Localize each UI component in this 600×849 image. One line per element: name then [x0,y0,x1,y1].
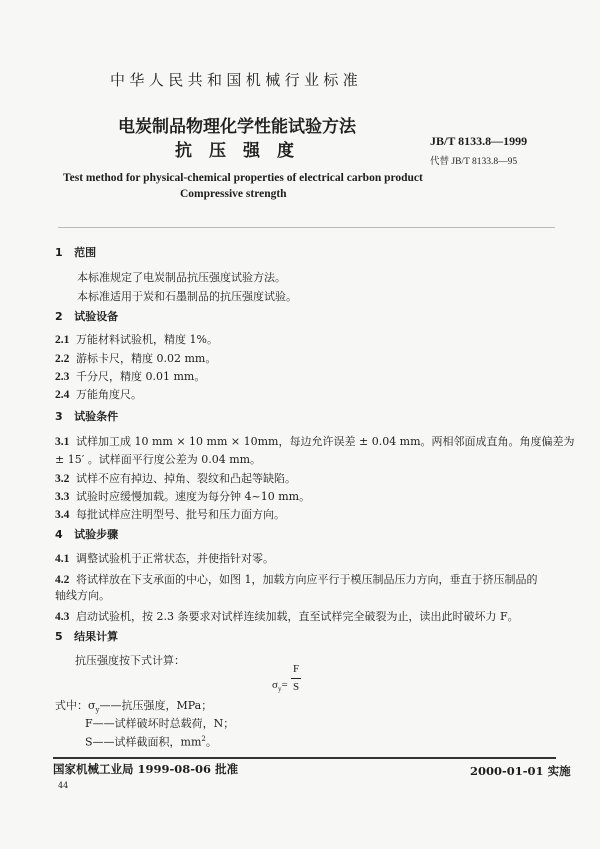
effective-line: 2000-01-01 实施 [470,764,571,778]
section-5-heading [55,631,118,642]
paragraph: 本标准适用于炭和石墨制品的抗压强度试验。 [77,290,297,303]
clause-number: 3.3 [55,491,70,503]
title-cn-2: 抗 压 强 度 [175,141,294,161]
clause-text: 调整试验机于正常状态，并使指针对零。 [76,552,274,565]
section-title: 试验条件 [74,410,119,423]
clause-continuation: ± 15′ 。试样面平行度公差为 0.04 mm。 [55,453,262,466]
section-title: 试验步骤 [74,528,119,541]
clause-text: 万能材料试验机，精度 1%。 [76,333,218,346]
clause-number: 2.4 [55,389,70,401]
standard-code: JB/T 8133.8—1999 [430,134,528,148]
where-label: 式中： [55,699,88,712]
replaces-code: 代替 JB/T 8133.8—95 [430,157,518,167]
formula-sigma: σ [272,679,278,691]
clause-text: 游标卡尺，精度 0.02 mm。 [76,352,217,365]
fraction-bar [291,678,301,679]
def-symbol: S [85,735,93,749]
section-number: 4 [55,528,63,541]
where-line [85,736,217,748]
section-number: 3 [55,410,63,423]
formula-denominator: S [293,681,300,693]
clause-number: 3.4 [55,509,70,521]
clause-number: 3.1 [55,436,70,448]
clause-text: 试验时应缓慢加载。速度为每分钟 4~10 mm。 [76,490,311,503]
section-1-heading [55,247,96,258]
where-line [85,718,234,729]
where-line [55,700,212,714]
clause-number: 4.1 [55,553,70,565]
clause [55,509,285,522]
title-en-1: Test method for physical-chemical properties of electrical carbon product [63,172,423,184]
section-3-heading [55,411,118,422]
clause [55,611,519,624]
page-number: 44 [58,781,69,790]
clause-number: 2.2 [55,353,70,365]
def-symbol: F [85,717,93,730]
clause [55,553,274,566]
formula-numerator: F [293,663,300,675]
section-number: 1 [55,246,63,259]
formula-equals: = [281,679,288,691]
clause [55,334,218,347]
clause-continuation: 轴线方向。 [55,589,110,602]
clause-text: 试样不应有掉边、掉角、裂纹和凸起等缺陷。 [76,472,296,485]
approval-line: 国家机械工业局 1999-08-06 批准 [53,762,239,776]
def-text: ——抗压强度，MPa； [99,699,213,712]
clause [55,436,575,449]
org-standard-title: 中华人民共和国机械行业标准 [110,71,363,89]
clause-number: 4.2 [55,574,70,586]
clause-text: 将试样放在下支承面的中心，如图 1，加载方向应平行于模压制品压力方向，垂直于挤压制品的 [76,573,538,586]
clause-text: 每批试样应注明型号、批号和压力面方向。 [76,508,285,521]
def-text: ——试样截面积，mm [92,735,202,749]
def-subscript: y [95,706,100,715]
clause-number: 4.3 [55,611,70,623]
clause [55,371,205,384]
clause-text: 试样加工成 10 mm × 10 mm × 10mm，每边允许误差 ± 0.04 mm。两相邻面成直角。角度偏差为 [76,435,575,448]
clause [55,574,538,587]
title-en-2: Compressive strength [180,188,287,200]
formula-subscript: y [277,685,282,694]
def-end: 。 [205,735,217,749]
clause [55,491,310,504]
section-4-heading [55,529,118,540]
clause-text: 万能角度尺。 [76,388,142,401]
paragraph: 抗压强度按下式计算： [75,654,185,667]
section-number: 2 [55,310,63,323]
section-title: 试验设备 [74,310,119,323]
clause-number: 2.3 [55,371,70,383]
clause-number: 3.2 [55,473,70,485]
clause [55,353,216,366]
def-text: ——试样破坏时总载荷，N； [92,717,235,730]
clause [55,473,296,486]
section-2-heading [55,311,118,322]
paragraph: 本标准规定了电炭制品抗压强度试验方法。 [77,271,286,284]
clause-text: 启动试验机，按 2.3 条要求对试样连续加载，直至试样完全破裂为止，读出此时破坏力 F。 [76,610,519,623]
def-symbol: σ [88,699,96,712]
clause [55,389,142,402]
section-title: 结果计算 [74,630,119,643]
title-cn-1: 电炭制品物理化学性能试验方法 [118,117,356,137]
section-title: 范围 [74,246,97,259]
clause-number: 2.1 [55,334,70,346]
def-superscript: 2 [201,735,206,743]
section-number: 5 [55,630,63,643]
header-divider [58,227,555,228]
footer-divider [53,757,556,759]
clause-text: 千分尺，精度 0.01 mm。 [76,370,206,383]
